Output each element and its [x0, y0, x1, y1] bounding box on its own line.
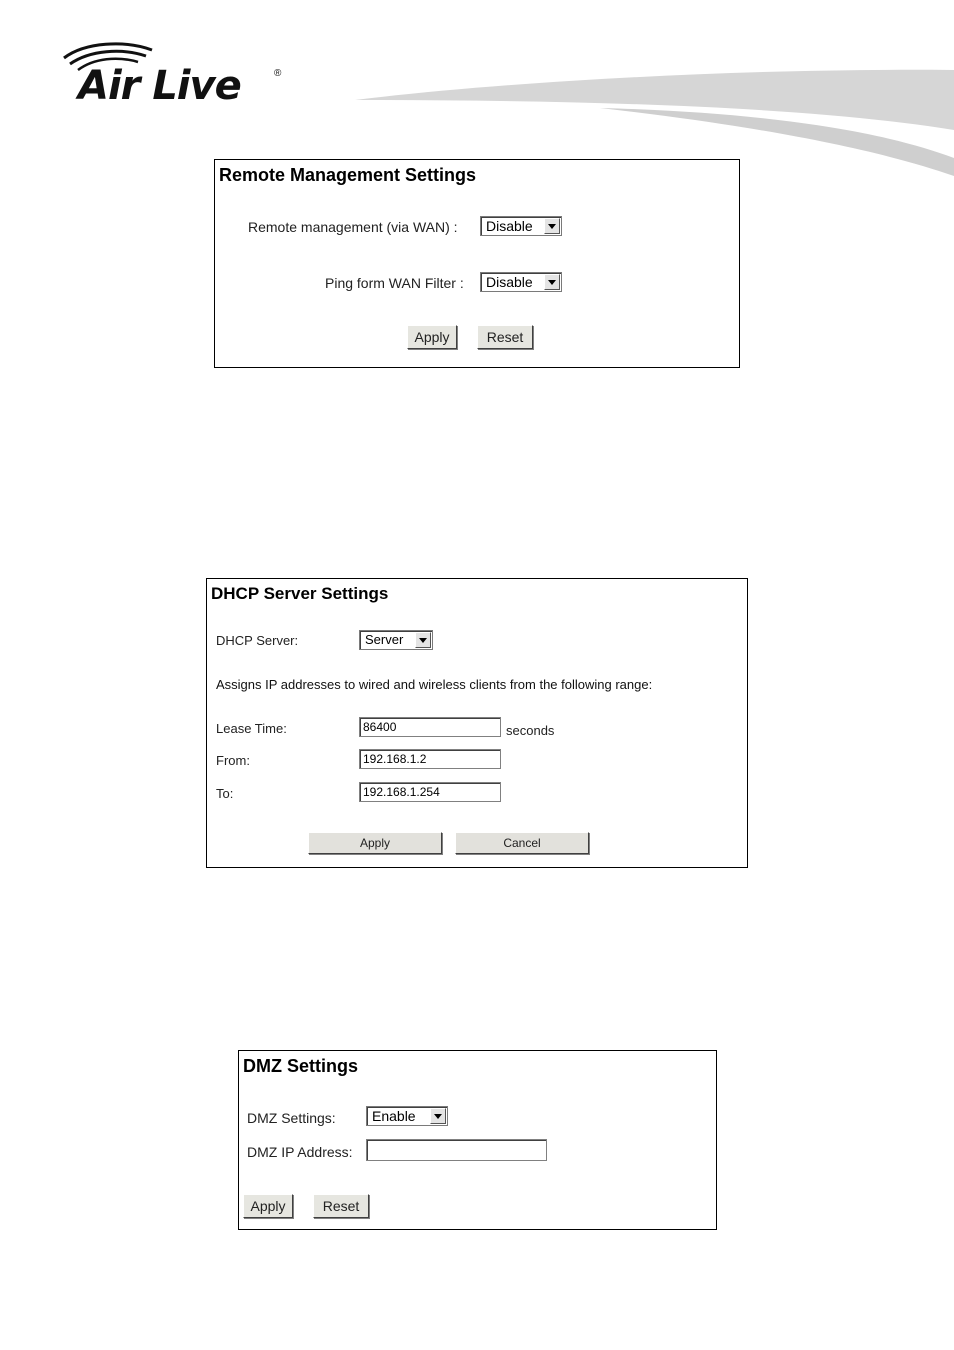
to-ip-input[interactable]: 192.168.1.254 [359, 782, 501, 802]
remote-apply-button[interactable]: Apply [407, 325, 457, 349]
logo-registered-mark: ® [274, 68, 282, 79]
lease-time-label: Lease Time: [216, 721, 287, 736]
dhcp-cancel-button[interactable]: Cancel [455, 832, 589, 854]
dhcp-server-select[interactable] [359, 630, 433, 650]
logo-wordmark: Air Live [78, 63, 241, 109]
dhcp-server-label: DHCP Server: [216, 633, 299, 648]
ping-filter-label: Ping form WAN Filter : [325, 275, 464, 291]
chevron-down-icon[interactable] [544, 274, 560, 290]
dhcp-server-value: Server [365, 632, 404, 647]
dhcp-title: DHCP Server Settings [211, 584, 389, 603]
lease-time-input[interactable]: 86400 [359, 717, 501, 737]
airlive-logo [60, 40, 290, 109]
dmz-settings-value: Enable [372, 1108, 416, 1124]
to-label: To: [216, 786, 234, 801]
remote-reset-button[interactable]: Reset [477, 325, 533, 349]
remote-management-label: Remote management (via WAN) : [248, 219, 458, 235]
from-label: From: [216, 753, 250, 768]
remote-management-select[interactable] [480, 216, 562, 236]
dmz-ip-label: DMZ IP Address: [247, 1144, 353, 1160]
ping-filter-select[interactable] [480, 272, 562, 292]
remote-management-title: Remote Management Settings [219, 165, 477, 185]
dmz-settings-label: DMZ Settings: [247, 1110, 336, 1126]
dmz-reset-button[interactable]: Reset [313, 1194, 369, 1218]
remote-management-value: Disable [486, 218, 533, 234]
dmz-panel [238, 1050, 717, 1230]
chevron-down-icon[interactable] [430, 1108, 446, 1124]
lease-time-unit: seconds [506, 723, 555, 738]
from-ip-input[interactable]: 192.168.1.2 [359, 749, 501, 769]
dhcp-range-note: Assigns IP addresses to wired and wireless clients from the following range: [216, 677, 653, 692]
dmz-title: DMZ Settings [243, 1056, 358, 1076]
dmz-settings-select[interactable] [366, 1106, 448, 1126]
ping-filter-value: Disable [486, 274, 533, 290]
chevron-down-icon[interactable] [544, 218, 560, 234]
dhcp-server-panel [206, 578, 748, 868]
dhcp-apply-button[interactable]: Apply [308, 832, 442, 854]
remote-management-panel [214, 159, 740, 368]
dmz-apply-button[interactable]: Apply [243, 1194, 293, 1218]
dmz-ip-input[interactable] [366, 1139, 547, 1161]
chevron-down-icon[interactable] [415, 632, 431, 648]
